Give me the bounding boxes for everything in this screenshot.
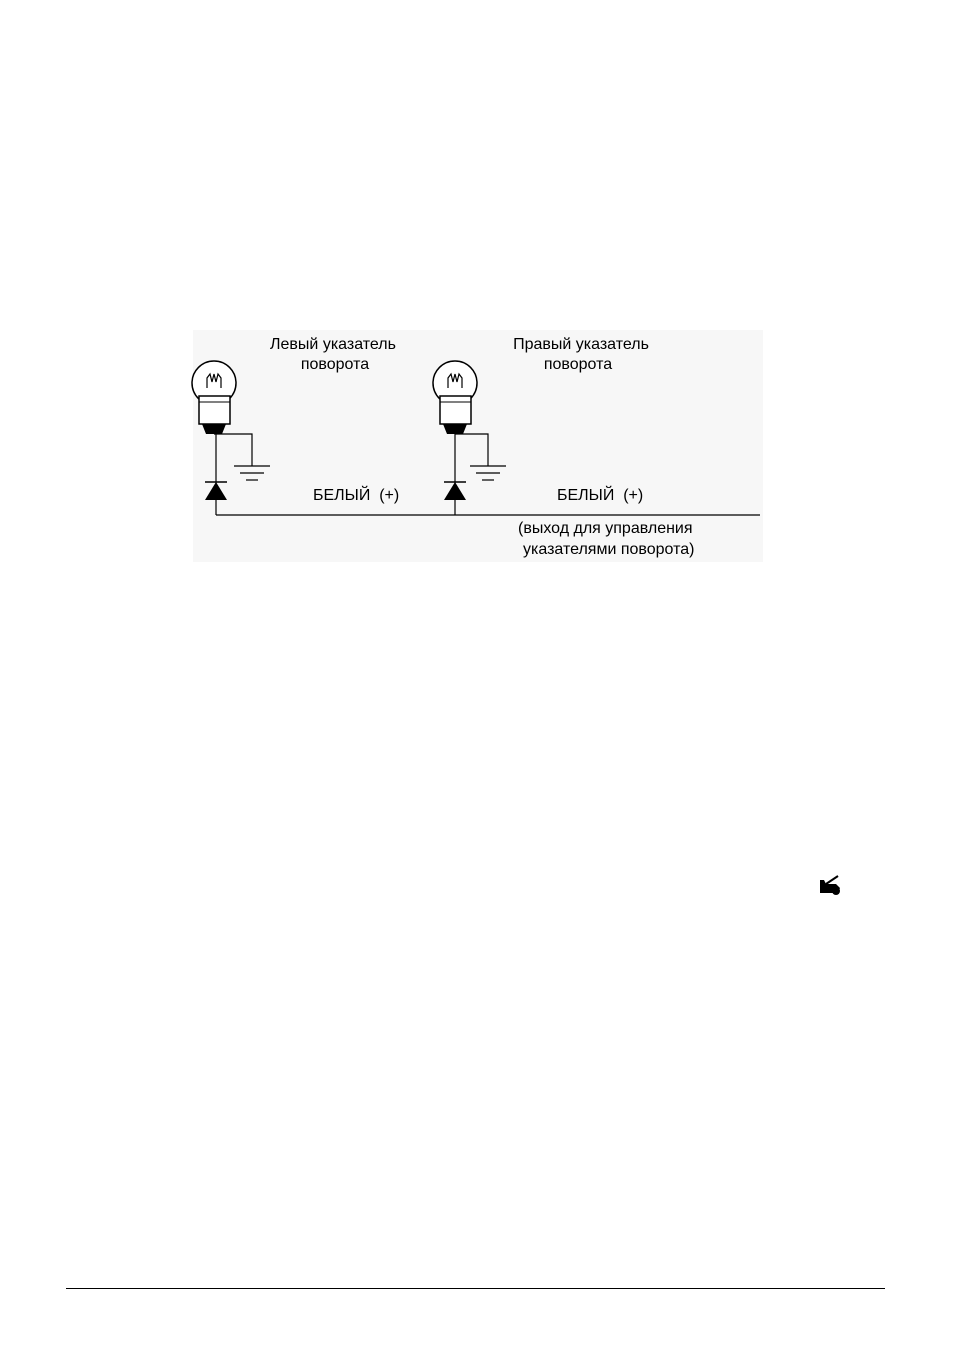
left-lamp-icon	[192, 361, 236, 434]
wire-label-left: БЕЛЫЙ (+)	[313, 487, 400, 504]
right-lamp-label-line2: поворота	[543, 356, 613, 373]
footer-rule	[66, 1288, 885, 1289]
car-hood-icon	[820, 876, 840, 895]
left-lamp-label-line1: Левый указатель	[270, 336, 396, 353]
right-lamp-label-line1: Правый указатель	[513, 336, 649, 353]
right-lamp-icon	[433, 361, 477, 434]
output-note-line2: указателями поворота)	[523, 541, 695, 558]
left-lamp-label-line2: поворота	[300, 356, 370, 373]
output-note-line1: (выход для управления	[518, 520, 693, 537]
wire-label-right: БЕЛЫЙ (+)	[557, 487, 644, 504]
